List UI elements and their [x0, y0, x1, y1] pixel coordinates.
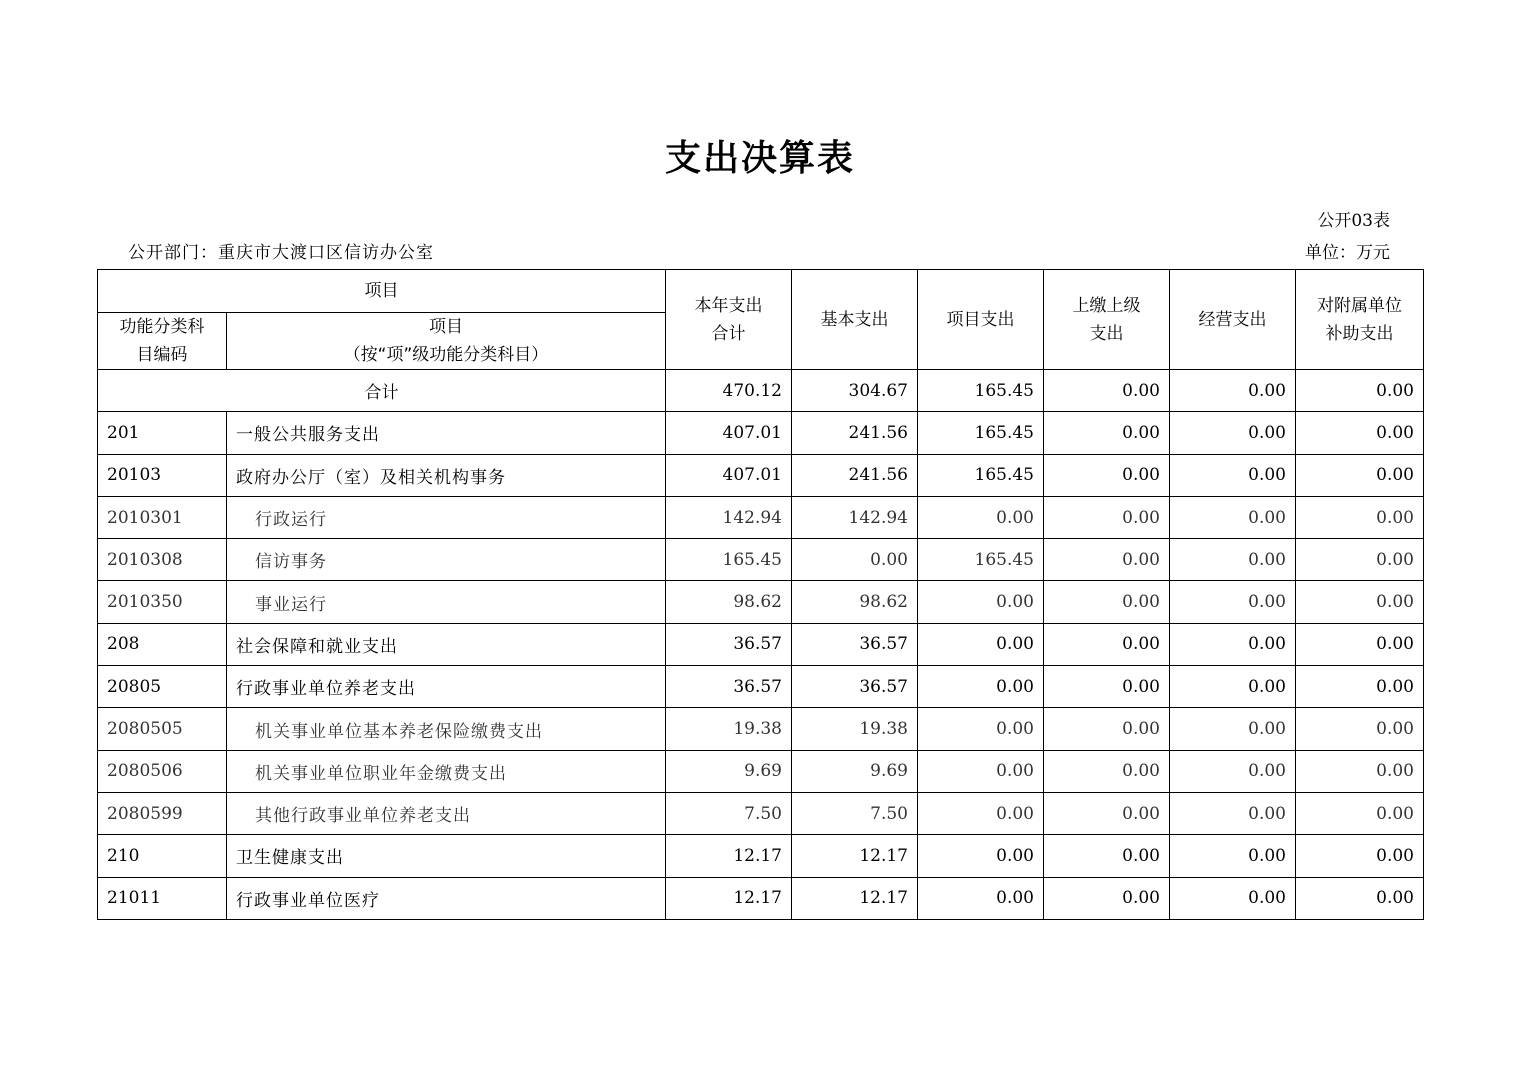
table-row	[98, 877, 1424, 919]
cell-upper: 0.00	[1044, 539, 1170, 581]
table-row	[98, 750, 1424, 792]
cell-code: 2010301	[98, 496, 227, 538]
header-project: 项目支出	[918, 270, 1044, 370]
table-row	[98, 835, 1424, 877]
cell-code: 2010308	[98, 539, 227, 581]
cell-subsidy: 0.00	[1296, 666, 1424, 708]
table-row-total	[98, 370, 1424, 412]
cell-code: 2010350	[98, 581, 227, 623]
cell-name: 卫生健康支出	[227, 835, 666, 877]
cell-project: 0.00	[918, 581, 1044, 623]
cell-name: 政府办公厅（室）及相关机构事务	[227, 454, 666, 496]
cell-basic: 241.56	[792, 454, 918, 496]
cell-upper: 0.00	[1044, 623, 1170, 665]
cell-upper: 0.00	[1044, 454, 1170, 496]
cell-basic: 0.00	[792, 539, 918, 581]
cell-project: 0.00	[918, 792, 1044, 834]
cell-project: 165.45	[918, 454, 1044, 496]
cell-name: 机关事业单位基本养老保险缴费支出	[227, 708, 666, 750]
cell-code: 20805	[98, 666, 227, 708]
cell-code: 2080505	[98, 708, 227, 750]
cell-basic: 12.17	[792, 877, 918, 919]
cell-name: 信访事务	[227, 539, 666, 581]
cell-upper: 0.00	[1044, 750, 1170, 792]
cell-basic: 36.57	[792, 623, 918, 665]
table-row	[98, 496, 1424, 538]
cell-subsidy: 0.00	[1296, 454, 1424, 496]
cell-upper: 0.00	[1044, 666, 1170, 708]
table-row	[98, 412, 1424, 454]
cell-total: 142.94	[666, 496, 792, 538]
cell-code: 21011	[98, 877, 227, 919]
cell-subsidy: 0.00	[1296, 581, 1424, 623]
cell-business: 0.00	[1170, 792, 1296, 834]
header-name-line1: 项目	[429, 317, 463, 337]
cell-basic: 304.67	[792, 370, 918, 412]
cell-basic: 12.17	[792, 835, 918, 877]
table-row	[98, 708, 1424, 750]
header-total: 本年支出合计	[666, 270, 792, 370]
cell-code: 2080599	[98, 792, 227, 834]
cell-subsidy: 0.00	[1296, 708, 1424, 750]
cell-project: 165.45	[918, 539, 1044, 581]
cell-name: 机关事业单位职业年金缴费支出	[227, 750, 666, 792]
table-row	[98, 623, 1424, 665]
cell-name: 行政事业单位养老支出	[227, 666, 666, 708]
table-row	[98, 454, 1424, 496]
cell-total: 19.38	[666, 708, 792, 750]
department-label: 公开部门：重庆市大渡口区信访办公室	[128, 243, 434, 263]
cell-basic: 19.38	[792, 708, 918, 750]
form-number: 公开03表	[1317, 211, 1390, 231]
cell-project: 0.00	[918, 877, 1044, 919]
cell-name: 社会保障和就业支出	[227, 623, 666, 665]
cell-basic: 7.50	[792, 792, 918, 834]
cell-total: 98.62	[666, 581, 792, 623]
cell-code: 201	[98, 412, 227, 454]
cell-subsidy: 0.00	[1296, 877, 1424, 919]
cell-total: 12.17	[666, 877, 792, 919]
cell-business: 0.00	[1170, 539, 1296, 581]
cell-business: 0.00	[1170, 370, 1296, 412]
cell-business: 0.00	[1170, 581, 1296, 623]
cell-basic: 36.57	[792, 666, 918, 708]
cell-business: 0.00	[1170, 666, 1296, 708]
cell-total: 7.50	[666, 792, 792, 834]
cell-basic: 142.94	[792, 496, 918, 538]
cell-total: 407.01	[666, 454, 792, 496]
cell-project: 0.00	[918, 496, 1044, 538]
cell-name: 行政运行	[227, 496, 666, 538]
table-row	[98, 539, 1424, 581]
cell-project: 165.45	[918, 370, 1044, 412]
cell-business: 0.00	[1170, 623, 1296, 665]
cell-name: 行政事业单位医疗	[227, 877, 666, 919]
header-business: 经营支出	[1170, 270, 1296, 370]
table-row	[98, 792, 1424, 834]
cell-upper: 0.00	[1044, 581, 1170, 623]
cell-business: 0.00	[1170, 708, 1296, 750]
cell-project: 0.00	[918, 666, 1044, 708]
cell-subsidy: 0.00	[1296, 835, 1424, 877]
cell-name: 一般公共服务支出	[227, 412, 666, 454]
cell-upper: 0.00	[1044, 708, 1170, 750]
cell-upper: 0.00	[1044, 370, 1170, 412]
cell-business: 0.00	[1170, 877, 1296, 919]
cell-code: 208	[98, 623, 227, 665]
table-row	[98, 581, 1424, 623]
cell-upper: 0.00	[1044, 835, 1170, 877]
cell-upper: 0.00	[1044, 496, 1170, 538]
cell-business: 0.00	[1170, 750, 1296, 792]
cell-code: 210	[98, 835, 227, 877]
cell-business: 0.00	[1170, 412, 1296, 454]
unit-label: 单位：万元	[1305, 243, 1390, 263]
expenditure-table	[97, 269, 1424, 920]
cell-project: 0.00	[918, 750, 1044, 792]
cell-total: 407.01	[666, 412, 792, 454]
header-upper: 上缴上级支出	[1044, 270, 1170, 370]
cell-subsidy: 0.00	[1296, 792, 1424, 834]
cell-total: 36.57	[666, 623, 792, 665]
cell-upper: 0.00	[1044, 877, 1170, 919]
cell-subsidy: 0.00	[1296, 370, 1424, 412]
header-name-line2: （按“项”级功能分类科目）	[343, 345, 549, 365]
total-label: 合计	[98, 370, 666, 412]
table-row	[98, 666, 1424, 708]
cell-project: 0.00	[918, 708, 1044, 750]
cell-total: 36.57	[666, 666, 792, 708]
cell-business: 0.00	[1170, 454, 1296, 496]
header-item: 项目	[98, 270, 666, 313]
cell-total: 12.17	[666, 835, 792, 877]
header-code: 功能分类科目编码	[98, 313, 227, 370]
cell-name: 事业运行	[227, 581, 666, 623]
cell-basic: 9.69	[792, 750, 918, 792]
cell-code: 2080506	[98, 750, 227, 792]
cell-name: 其他行政事业单位养老支出	[227, 792, 666, 834]
header-name	[227, 313, 666, 370]
page-title: 支出决算表	[664, 138, 855, 179]
cell-total: 9.69	[666, 750, 792, 792]
cell-total: 470.12	[666, 370, 792, 412]
cell-basic: 241.56	[792, 412, 918, 454]
header-basic: 基本支出	[792, 270, 918, 370]
cell-total: 165.45	[666, 539, 792, 581]
cell-project: 165.45	[918, 412, 1044, 454]
cell-business: 0.00	[1170, 496, 1296, 538]
cell-project: 0.00	[918, 623, 1044, 665]
cell-upper: 0.00	[1044, 792, 1170, 834]
cell-project: 0.00	[918, 835, 1044, 877]
cell-business: 0.00	[1170, 835, 1296, 877]
cell-subsidy: 0.00	[1296, 412, 1424, 454]
cell-basic: 98.62	[792, 581, 918, 623]
cell-subsidy: 0.00	[1296, 623, 1424, 665]
header-subsidy: 对附属单位补助支出	[1296, 270, 1424, 370]
cell-subsidy: 0.00	[1296, 496, 1424, 538]
cell-upper: 0.00	[1044, 412, 1170, 454]
cell-subsidy: 0.00	[1296, 539, 1424, 581]
cell-subsidy: 0.00	[1296, 750, 1424, 792]
cell-code: 20103	[98, 454, 227, 496]
